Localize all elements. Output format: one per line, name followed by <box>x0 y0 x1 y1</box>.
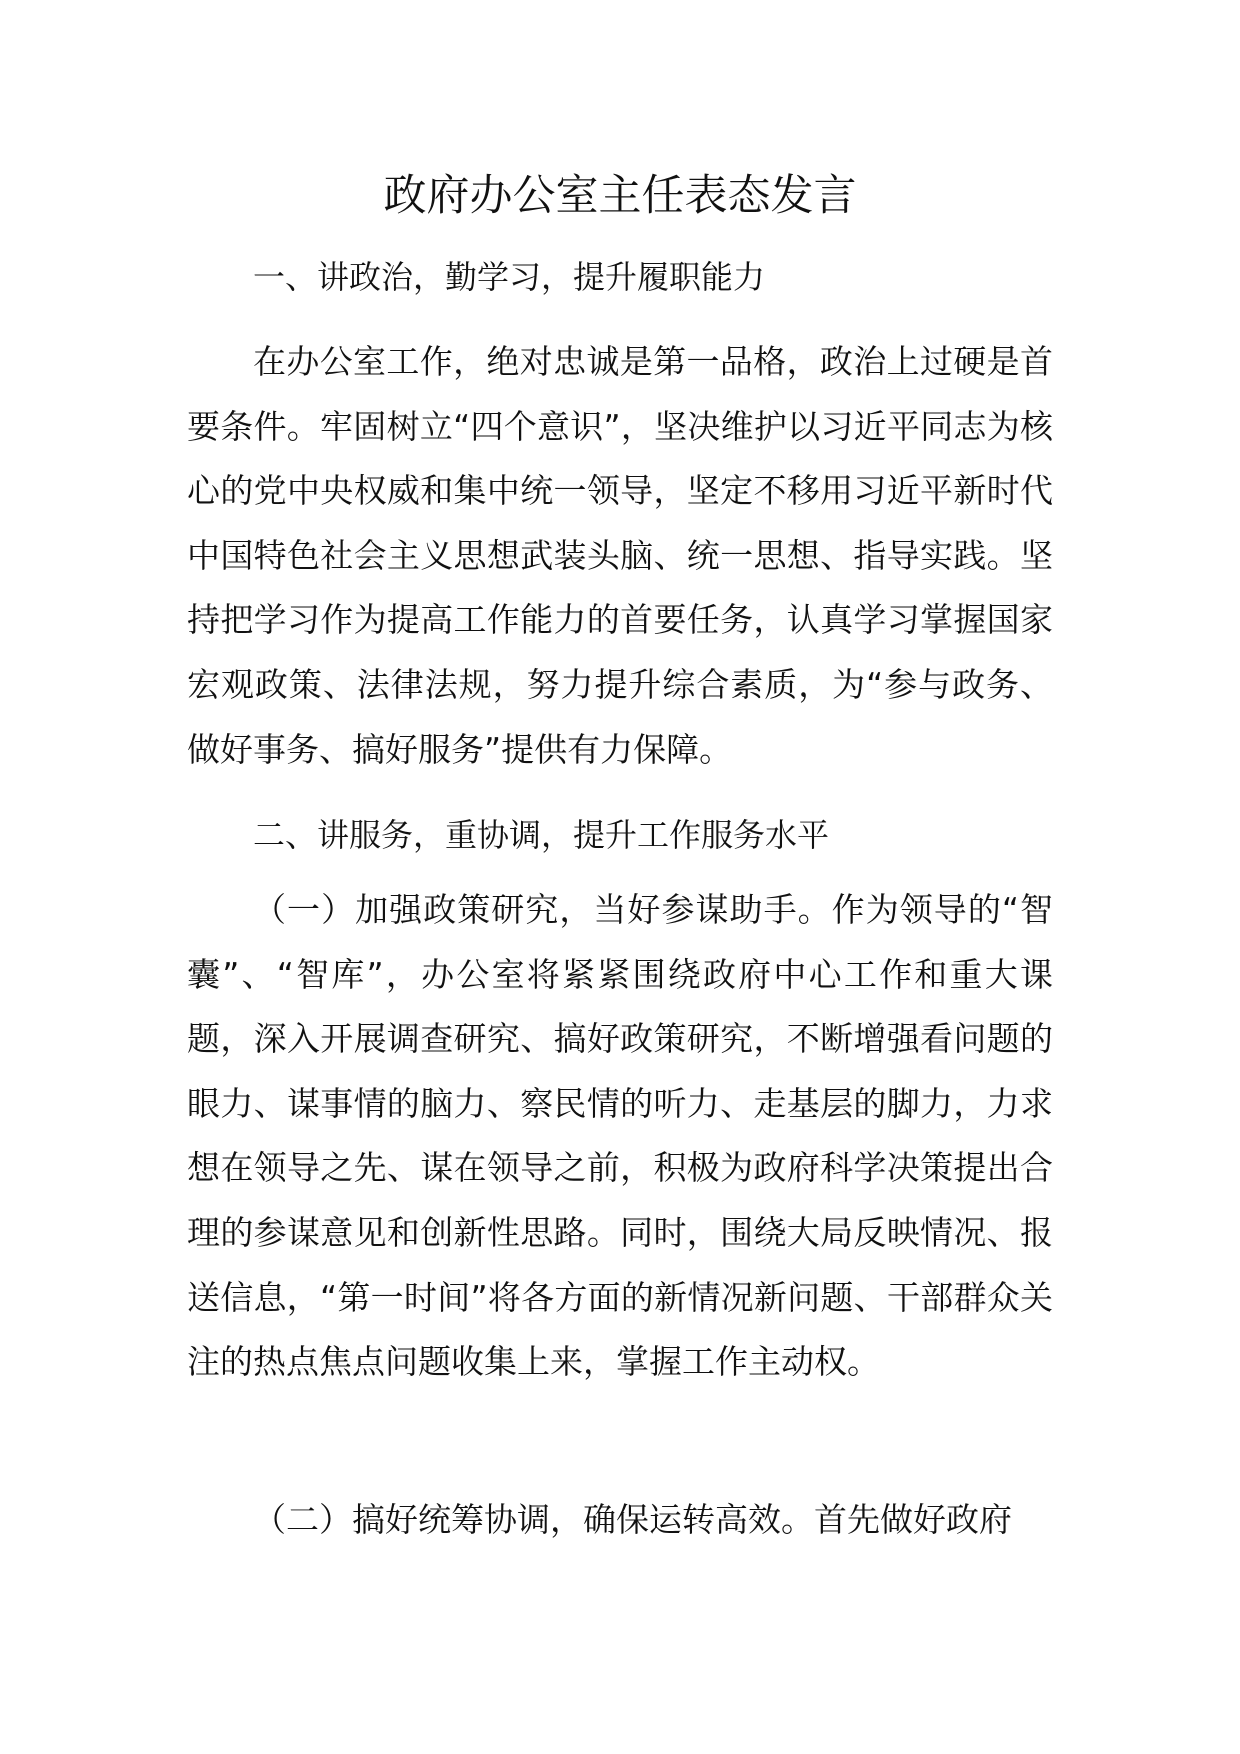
document-title: 政府办公室主任表态发言 <box>383 171 857 221</box>
section-2-paragraph-1: （一）加强政策研究，当好参谋助手。作为领导的“智囊”、“智库”，办公室将紧紧围绕政府中心工作和重大课题，深入开展调查研究、搞好政策研究，不断增强看问题的眼力、谋事情的脑力、察民情的听力、走基层的脚力，力求想在领导之先、谋在领导之前，积极为政府科学决策提出合理的参谋意见和创新性思路。同时，围绕大局反映情况、报送信息，“第一时间”将各方面的新情况新问题、干部群众关注的热点焦点问题收集上来，掌握工作主动权。 <box>187 890 1053 1382</box>
section-heading-1: 一、讲政治，勤学习，提升履职能力 <box>253 258 766 296</box>
section-1-paragraph: 在办公室工作，绝对忠诚是第一品格，政治上过硬是首要条件。牢固树立“四个意识”，坚决维护以习近平同志为核心的党中央权威和集中统一领导，坚定不移用习近平新时代中国特色社会主义思想武装头脑、统一思想、指导实践。坚持把学习作为提高工作能力的首要任务，认真学习掌握国家宏观政策、法律法规，努力提升综合素质，为“参与政务、做好事务、搞好服务”提供有力保障。 <box>187 342 1053 769</box>
section-heading-2: 二、讲服务，重协调，提升工作服务水平 <box>253 816 830 854</box>
section-2-paragraph-2: （二）搞好统筹协调，确保运转高效。首先做好政府 <box>253 1500 1012 1539</box>
